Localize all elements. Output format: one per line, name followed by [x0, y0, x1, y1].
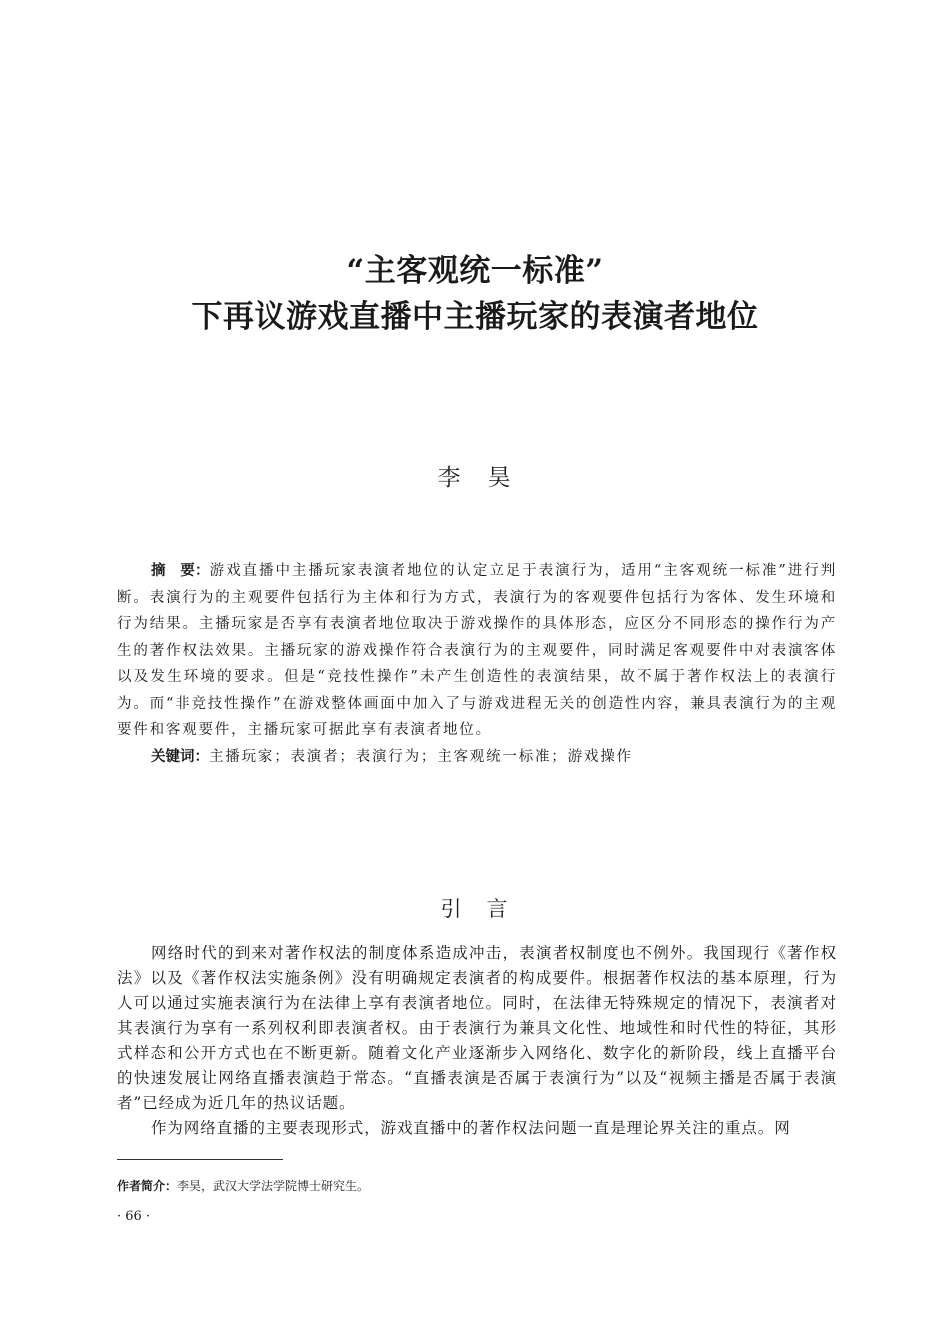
- body-text: [117, 941, 837, 1141]
- author-footnote: [117, 1176, 837, 1196]
- footnote-text: 李昊，武汉大学法学院博士研究生。: [177, 1179, 370, 1193]
- abstract-label: 摘 要：: [151, 563, 210, 579]
- body-paragraph-2: 作为网络直播的主要表现形式，游戏直播中的著作权法问题一直是理论界关注的重点。网: [151, 1119, 791, 1137]
- footnote-label: 作者简介：: [117, 1179, 178, 1193]
- abstract-paragraph: [117, 558, 837, 744]
- title-line-1: “主客观统一标准”: [346, 253, 604, 289]
- body-paragraph-1: 网络时代的到来对著作权法的制度体系造成冲击，表演者权制度也不例外。我国现行《著作权法》以及《著作权法实施条例》没有明确规定表演者的构成要件。根据著作权法的基本原理，行为人可以通过实施表演行为在法律上享有表演者地位。同时，在法律无特殊规定的情况下，表演者对其表演行为享有一系列权利即表演者权。由于表演行为兼具文化性、地域性和时代性的特征，其形式样态和公开方式也在不断更新。随着文化产业逐渐步入网络化、数字化的新阶段，线上直播平台的快速发展让网络直播表演趋于常态。“直播表演是否属于表演行为”以及“视频主播是否属于表演者”已经成为近几年的热议话题。: [117, 944, 837, 1112]
- section-heading: 引 言: [440, 897, 510, 921]
- keywords-text: 主播玩家；表演者；表演行为；主客观统一标准；游戏操作: [209, 748, 633, 765]
- footnote-divider: [117, 1159, 283, 1160]
- title-line-2: 下再议游戏直播中主播玩家的表演者地位: [191, 299, 759, 335]
- abstract-block: [117, 558, 837, 770]
- abstract-text: 游戏直播中主播玩家表演者地位的认定立足于表演行为，适用“主客观统一标准”进行判断。表演行为的主观要件包括行为主体和行为方式，表演行为的客观要件包括行为客体、发生环境和行为结果。主播玩家是否享有表演者地位取决于游戏操作的具体形态，应区分不同形态的操作行为产生的著作权法效果。主播玩家的游戏操作符合表演行为的主观要件，同时满足客观要件中对表演客体以及发生环境的要求。但是“竞技性操作”未产生创造性的表演结果，故不属于著作权法上的表演行为。而“非竞技性操作”在游戏整体画面中加入了与游戏进程无关的创造性内容，兼具表演行为的主观要件和客观要件，主播玩家可据此享有表演者地位。: [117, 563, 837, 738]
- page-number: · 66 ·: [117, 1209, 151, 1224]
- keywords-paragraph: [117, 744, 837, 771]
- keywords-label: 关键词：: [151, 748, 209, 765]
- author-name: 李 昊: [437, 465, 513, 491]
- article-title: [0, 248, 950, 340]
